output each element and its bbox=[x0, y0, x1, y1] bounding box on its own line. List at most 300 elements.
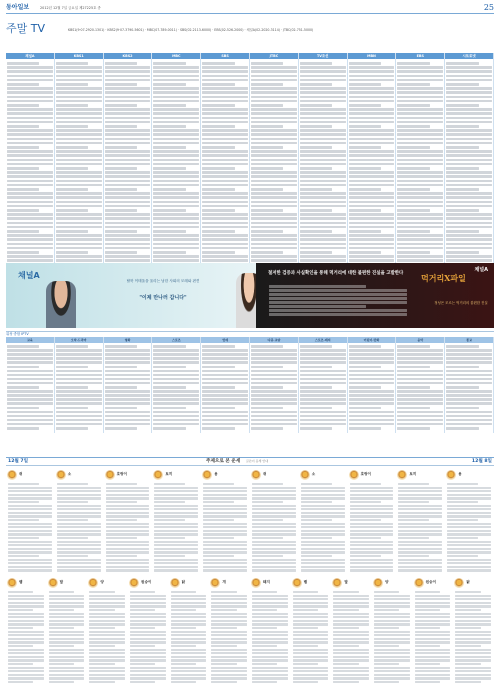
listing-line bbox=[350, 566, 394, 568]
listing-line bbox=[300, 259, 346, 262]
listing-line bbox=[269, 313, 407, 316]
listing-line bbox=[106, 512, 150, 514]
cable-column bbox=[348, 337, 397, 433]
listing-line bbox=[350, 494, 394, 496]
listing-line bbox=[57, 544, 101, 546]
listing-line bbox=[7, 133, 53, 136]
listing-line bbox=[446, 222, 492, 225]
listing-line bbox=[397, 226, 443, 229]
listing-line bbox=[211, 652, 247, 654]
listing-line bbox=[57, 487, 101, 489]
listing-line bbox=[8, 523, 52, 525]
cable-listings bbox=[396, 343, 444, 433]
cable-listings bbox=[445, 343, 493, 433]
listing-line bbox=[56, 349, 102, 352]
listing-line bbox=[397, 370, 443, 373]
listing-line bbox=[171, 670, 207, 672]
listing-line bbox=[105, 142, 151, 145]
listing-line bbox=[211, 667, 247, 669]
listing-line bbox=[333, 595, 369, 597]
listing-line bbox=[105, 357, 151, 360]
listing-line bbox=[57, 483, 88, 485]
listing-line bbox=[153, 411, 199, 414]
listing-line bbox=[350, 487, 394, 489]
listing-line bbox=[211, 631, 247, 633]
listing-line bbox=[300, 382, 346, 385]
listing-line bbox=[8, 670, 44, 672]
zodiac-sign-name: 뱀 bbox=[303, 580, 308, 584]
listing-line bbox=[153, 104, 185, 107]
listing-line bbox=[349, 361, 395, 364]
listing-line bbox=[153, 188, 185, 191]
listing-line bbox=[105, 188, 137, 191]
listing-line bbox=[105, 394, 151, 397]
horoscope-title: 주제으로 본 운세 bbox=[206, 459, 241, 464]
listing-line bbox=[455, 602, 491, 604]
listing-line bbox=[154, 566, 198, 568]
listing-line bbox=[415, 609, 440, 611]
listing-line bbox=[8, 620, 44, 622]
cable-column-header: 다큐·교양 bbox=[250, 337, 298, 343]
listing-line bbox=[447, 541, 491, 543]
listing-line bbox=[333, 677, 369, 679]
listing-line bbox=[301, 533, 345, 535]
listing-line bbox=[130, 627, 155, 629]
listing-line bbox=[105, 243, 151, 246]
cable-column-header: 어린이·만화 bbox=[348, 337, 396, 343]
listing-line bbox=[349, 167, 381, 170]
listing-line bbox=[171, 623, 207, 625]
listing-line bbox=[349, 62, 381, 65]
listing-line bbox=[105, 70, 151, 73]
listing-line bbox=[202, 205, 248, 208]
listing-line bbox=[397, 353, 443, 356]
listing-line bbox=[446, 150, 492, 153]
channel-column bbox=[396, 53, 445, 265]
listing-line bbox=[7, 175, 53, 178]
listing-line bbox=[130, 681, 155, 683]
channel-column bbox=[299, 53, 348, 265]
listing-line bbox=[8, 656, 44, 658]
listing-line bbox=[105, 125, 137, 128]
listing-line bbox=[202, 390, 248, 393]
listing-line bbox=[397, 427, 429, 430]
listing-line bbox=[446, 407, 478, 410]
listing-line bbox=[105, 251, 137, 254]
listing-line bbox=[105, 91, 151, 94]
listing-line bbox=[171, 681, 196, 683]
listing-line bbox=[154, 483, 185, 485]
listing-line bbox=[301, 483, 332, 485]
listing-line bbox=[89, 638, 125, 640]
listing-line bbox=[171, 649, 207, 651]
listing-line bbox=[455, 674, 491, 676]
listing-line bbox=[89, 620, 125, 622]
listing-line bbox=[154, 537, 185, 539]
listing-line bbox=[300, 349, 346, 352]
listing-line bbox=[446, 345, 478, 348]
listing-line bbox=[8, 598, 44, 600]
listing-line bbox=[56, 175, 102, 178]
zodiac-animal-icon bbox=[300, 470, 310, 480]
listing-line bbox=[171, 634, 207, 636]
listing-line bbox=[252, 523, 296, 525]
listing-line bbox=[106, 515, 150, 517]
listing-line bbox=[7, 96, 53, 99]
listing-line bbox=[333, 638, 369, 640]
listing-line bbox=[300, 247, 346, 250]
listing-line bbox=[56, 259, 102, 262]
listing-line bbox=[8, 512, 52, 514]
page-number: 25 bbox=[483, 3, 494, 12]
zodiac-entry bbox=[349, 470, 395, 575]
listing-line bbox=[89, 591, 114, 593]
listing-line bbox=[202, 398, 248, 401]
listing-line bbox=[56, 96, 102, 99]
listing-line bbox=[251, 402, 297, 405]
listing-line bbox=[203, 526, 247, 528]
listing-line bbox=[415, 616, 451, 618]
listing-line bbox=[8, 551, 52, 553]
listing-line bbox=[49, 652, 85, 654]
listing-line bbox=[415, 638, 451, 640]
listing-line bbox=[397, 184, 443, 187]
listing-line bbox=[252, 667, 288, 669]
listing-line bbox=[349, 238, 395, 241]
listing-line bbox=[269, 289, 407, 292]
zodiac-animal-icon bbox=[210, 578, 220, 588]
listing-line bbox=[49, 677, 85, 679]
listing-line bbox=[7, 188, 39, 191]
listing-line bbox=[251, 133, 297, 136]
listing-line bbox=[202, 238, 248, 241]
listing-line bbox=[455, 627, 480, 629]
listing-line bbox=[105, 217, 151, 220]
listing-line bbox=[56, 112, 102, 115]
listing-line bbox=[171, 605, 207, 607]
listing-line bbox=[57, 559, 101, 561]
listing-line bbox=[8, 515, 52, 517]
listing-line bbox=[415, 645, 440, 647]
listing-line bbox=[300, 180, 346, 183]
listing-line bbox=[202, 175, 248, 178]
listing-line bbox=[7, 171, 53, 174]
cable-section-heading: 위성·종합 IPTV bbox=[6, 331, 494, 337]
listing-line bbox=[8, 674, 44, 676]
listing-line bbox=[56, 226, 102, 229]
listing-line bbox=[252, 681, 277, 683]
cable-column bbox=[299, 337, 348, 433]
listing-line bbox=[446, 251, 478, 254]
zodiac-sign-name: 원숭이 bbox=[425, 580, 437, 584]
listing-line bbox=[293, 638, 329, 640]
listing-line bbox=[202, 394, 248, 397]
listing-line bbox=[203, 537, 234, 539]
listing-line bbox=[153, 247, 199, 250]
listing-line bbox=[447, 544, 491, 546]
listing-line bbox=[349, 154, 395, 157]
listing-line bbox=[349, 411, 395, 414]
listing-line bbox=[7, 370, 53, 373]
listing-line bbox=[251, 213, 297, 216]
listing-line bbox=[202, 247, 248, 250]
listing-line bbox=[252, 505, 296, 507]
listing-line bbox=[333, 627, 358, 629]
listing-line bbox=[269, 305, 366, 308]
listing-line bbox=[446, 378, 492, 381]
listing-line bbox=[374, 598, 410, 600]
channel-listings bbox=[201, 59, 249, 265]
listing-line bbox=[397, 382, 443, 385]
listing-line bbox=[7, 180, 53, 183]
listing-line bbox=[349, 345, 381, 348]
listing-line bbox=[106, 487, 150, 489]
listing-line bbox=[130, 659, 166, 661]
cable-schedule-grid bbox=[6, 337, 494, 433]
channel-listings bbox=[445, 59, 493, 265]
listing-line bbox=[7, 79, 53, 82]
listing-line bbox=[7, 386, 39, 389]
listing-line bbox=[171, 631, 207, 633]
listing-line bbox=[446, 361, 492, 364]
listing-line bbox=[415, 667, 451, 669]
listing-line bbox=[202, 402, 248, 405]
listing-line bbox=[349, 108, 395, 111]
listing-line bbox=[56, 386, 88, 389]
listing-line bbox=[446, 419, 492, 422]
listing-line bbox=[56, 247, 102, 250]
listing-line bbox=[7, 382, 53, 385]
listing-line bbox=[455, 623, 491, 625]
listing-line bbox=[154, 555, 185, 557]
listing-line bbox=[455, 649, 491, 651]
listing-line bbox=[251, 100, 297, 103]
listing-line bbox=[56, 192, 102, 195]
zodiac-entry bbox=[300, 470, 346, 575]
listing-line bbox=[56, 117, 102, 120]
listing-line bbox=[56, 150, 102, 153]
listing-line bbox=[202, 423, 248, 426]
listing-line bbox=[446, 100, 492, 103]
listing-line bbox=[415, 591, 440, 593]
listing-line bbox=[350, 533, 394, 535]
listing-line bbox=[446, 402, 492, 405]
listing-line bbox=[446, 75, 492, 78]
listing-line bbox=[8, 559, 52, 561]
listing-line bbox=[57, 505, 101, 507]
listing-line bbox=[8, 533, 52, 535]
listing-line bbox=[293, 602, 329, 604]
listing-line bbox=[374, 631, 410, 633]
listing-line bbox=[106, 519, 137, 521]
listing-line bbox=[153, 407, 185, 410]
listing-line bbox=[252, 494, 296, 496]
listing-line bbox=[333, 667, 369, 669]
listing-line bbox=[300, 361, 346, 364]
listing-line bbox=[252, 487, 296, 489]
listing-line bbox=[106, 497, 150, 499]
listing-line bbox=[105, 83, 137, 86]
listing-line bbox=[398, 523, 442, 525]
listing-line bbox=[8, 569, 52, 571]
listing-line bbox=[8, 537, 39, 539]
listing-line bbox=[153, 70, 199, 73]
listing-line bbox=[153, 209, 185, 212]
listing-line bbox=[153, 255, 199, 258]
channel-header: KBS1 bbox=[55, 53, 103, 59]
listing-line bbox=[203, 487, 247, 489]
listing-line bbox=[153, 75, 199, 78]
channel-column bbox=[104, 53, 153, 265]
listing-line bbox=[455, 598, 491, 600]
listing-line bbox=[251, 243, 297, 246]
listing-line bbox=[153, 96, 199, 99]
listing-line bbox=[202, 192, 248, 195]
channel-header: EBS bbox=[396, 53, 444, 59]
listing-line bbox=[171, 627, 196, 629]
listing-line bbox=[130, 645, 155, 647]
listing-line bbox=[105, 171, 151, 174]
listing-line bbox=[251, 175, 297, 178]
listing-line bbox=[374, 609, 399, 611]
zodiac-entry bbox=[397, 470, 443, 575]
listing-line bbox=[153, 243, 199, 246]
listing-line bbox=[202, 259, 248, 262]
listing-line bbox=[398, 483, 429, 485]
listing-line bbox=[349, 184, 395, 187]
listing-line bbox=[49, 649, 85, 651]
listing-line bbox=[7, 201, 53, 204]
listing-line bbox=[252, 638, 288, 640]
listing-line bbox=[397, 108, 443, 111]
listing-line bbox=[202, 209, 234, 212]
listing-line bbox=[202, 129, 248, 132]
listing-line bbox=[300, 243, 346, 246]
listing-line bbox=[446, 230, 478, 233]
listing-line bbox=[130, 674, 166, 676]
listing-line bbox=[7, 230, 39, 233]
listing-line bbox=[415, 602, 451, 604]
listing-line bbox=[446, 226, 492, 229]
listing-line bbox=[203, 519, 234, 521]
listing-line bbox=[211, 591, 236, 593]
listing-line bbox=[446, 104, 478, 107]
listing-line bbox=[252, 508, 296, 510]
listing-line bbox=[397, 366, 429, 369]
listing-line bbox=[251, 87, 297, 90]
listing-line bbox=[252, 501, 283, 503]
listing-line bbox=[7, 407, 39, 410]
tv-section-heading bbox=[6, 22, 494, 36]
listing-line bbox=[252, 613, 288, 615]
listing-line bbox=[397, 238, 443, 241]
zodiac-animal-icon bbox=[349, 470, 359, 480]
listing-line bbox=[252, 674, 288, 676]
listing-line bbox=[349, 121, 395, 124]
listing-line bbox=[455, 613, 491, 615]
cable-column-header: 영화 bbox=[104, 337, 152, 343]
listing-line bbox=[130, 623, 166, 625]
listing-line bbox=[56, 159, 102, 162]
listing-line bbox=[397, 196, 443, 199]
listing-line bbox=[56, 146, 88, 149]
listing-line bbox=[455, 667, 491, 669]
listing-line bbox=[251, 180, 297, 183]
listing-line bbox=[251, 390, 297, 393]
listing-line bbox=[398, 494, 442, 496]
listing-line bbox=[8, 505, 52, 507]
listing-line bbox=[202, 366, 234, 369]
listing-line bbox=[153, 349, 199, 352]
listing-line bbox=[154, 508, 198, 510]
listing-line bbox=[300, 205, 346, 208]
listing-line bbox=[301, 494, 345, 496]
listing-line bbox=[57, 497, 101, 499]
listing-line bbox=[293, 591, 318, 593]
listing-line bbox=[56, 427, 88, 430]
listing-line bbox=[300, 117, 346, 120]
listing-line bbox=[49, 681, 74, 683]
listing-line bbox=[106, 533, 150, 535]
listing-line bbox=[130, 616, 166, 618]
listing-line bbox=[398, 505, 442, 507]
zodiac-entry bbox=[88, 578, 126, 686]
listing-line bbox=[333, 634, 369, 636]
listing-line bbox=[350, 515, 394, 517]
listing-line bbox=[56, 382, 102, 385]
listing-line bbox=[455, 605, 491, 607]
listing-line bbox=[397, 255, 443, 258]
listing-line bbox=[349, 415, 395, 418]
zodiac-animal-icon bbox=[56, 470, 66, 480]
listing-line bbox=[446, 255, 492, 258]
listing-line bbox=[300, 125, 332, 128]
listing-line bbox=[415, 620, 451, 622]
listing-line bbox=[397, 104, 429, 107]
listing-line bbox=[211, 649, 247, 651]
listing-line bbox=[153, 213, 199, 216]
listing-line bbox=[8, 566, 52, 568]
listing-line bbox=[397, 243, 443, 246]
listing-line bbox=[153, 259, 199, 262]
listing-line bbox=[8, 483, 39, 485]
listing-line bbox=[49, 627, 74, 629]
listing-line bbox=[349, 259, 395, 262]
listing-line bbox=[7, 378, 53, 381]
zodiac-entry bbox=[56, 470, 102, 575]
listing-line bbox=[106, 566, 150, 568]
listing-line bbox=[56, 411, 102, 414]
listing-line bbox=[153, 217, 199, 220]
listing-line bbox=[203, 533, 247, 535]
zodiac-entry bbox=[332, 578, 370, 686]
listing-line bbox=[7, 66, 53, 69]
listing-line bbox=[349, 70, 395, 73]
listing-line bbox=[202, 184, 248, 187]
zodiac-sign-name: 닭 bbox=[181, 580, 186, 584]
cable-column bbox=[6, 337, 55, 433]
listing-line bbox=[202, 386, 234, 389]
listing-line bbox=[350, 537, 381, 539]
listing-line bbox=[105, 345, 137, 348]
listing-line bbox=[105, 96, 151, 99]
listing-line bbox=[154, 559, 198, 561]
listing-line bbox=[57, 562, 101, 564]
listing-line bbox=[455, 681, 480, 683]
listing-line bbox=[447, 501, 478, 503]
listing-line bbox=[130, 638, 166, 640]
listing-line bbox=[8, 555, 39, 557]
